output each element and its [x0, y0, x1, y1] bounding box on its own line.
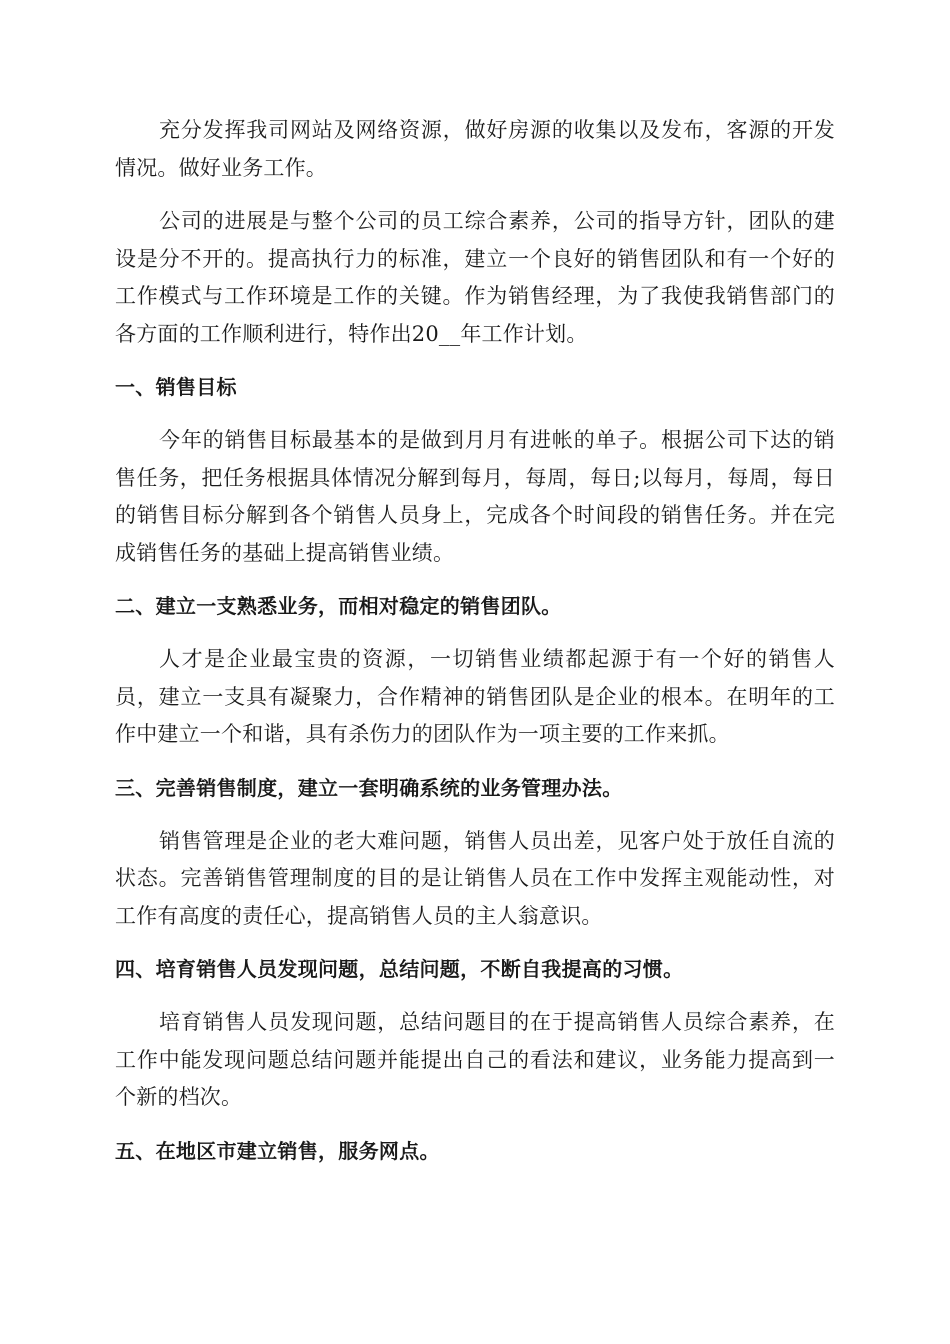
- paragraph: 人才是企业最宝贵的资源，一切销售业绩都起源于有一个好的销售人员，建立一支具有凝聚力，合作精神的销售团队是企业的根本。在明年的工作中建立一个和谐，具有杀伤力的团队作为一项主要的工作来抓。: [115, 647, 835, 746]
- section-heading: 三、完善销售制度，建立一套明确系统的业务管理办法。: [115, 775, 623, 800]
- paragraph: 培育销售人员发现问题，总结问题目的在于提高销售人员综合素养，在工作中能发现问题总结问题并能提出自己的看法和建议，业务能力提高到一个新的档次。: [115, 1010, 835, 1109]
- document-body: [115, 112, 835, 1186]
- paragraph: 销售管理是企业的老大难问题，销售人员出差，见客户处于放任自流的状态。完善销售管理制度的目的是让销售人员在工作中发挥主观能动性，对工作有高度的责任心，提高销售人员的主人翁意识。: [115, 828, 835, 928]
- section-heading: 一、销售目标: [115, 375, 237, 399]
- section-heading: 五、在地区市建立销售，服务网点。: [115, 1138, 440, 1163]
- paragraph: 充分发挥我司网站及网络资源，做好房源的收集以及发布，客源的开发情况。做好业务工作。: [115, 118, 835, 180]
- section-heading: 四、培育销售人员发现问题，总结问题，不断自我提高的习惯。: [115, 957, 684, 981]
- section-heading: 二、建立一支熟悉业务，而相对稳定的销售团队。: [115, 594, 562, 618]
- paragraph: 今年的销售目标最基本的是做到月月有进帐的单子。根据公司下达的销售任务，把任务根据具体情况分解到每月，每周，每日;以每月，每周，每日的销售目标分解到各个销售人员身上，完成各个时间段的销售任务。并在完成销售任务的基础上提高销售业绩。: [115, 428, 835, 565]
- paragraph: 公司的进展是与整个公司的员工综合素养，公司的指导方针，团队的建设是分不开的。提高执行力的标准，建立一个良好的销售团队和有一个好的工作模式与工作环境是工作的关键。作为销售经理，为了我使我销售部门的各方面的工作顺利进行，特作出20__年工作计划。: [115, 209, 835, 346]
